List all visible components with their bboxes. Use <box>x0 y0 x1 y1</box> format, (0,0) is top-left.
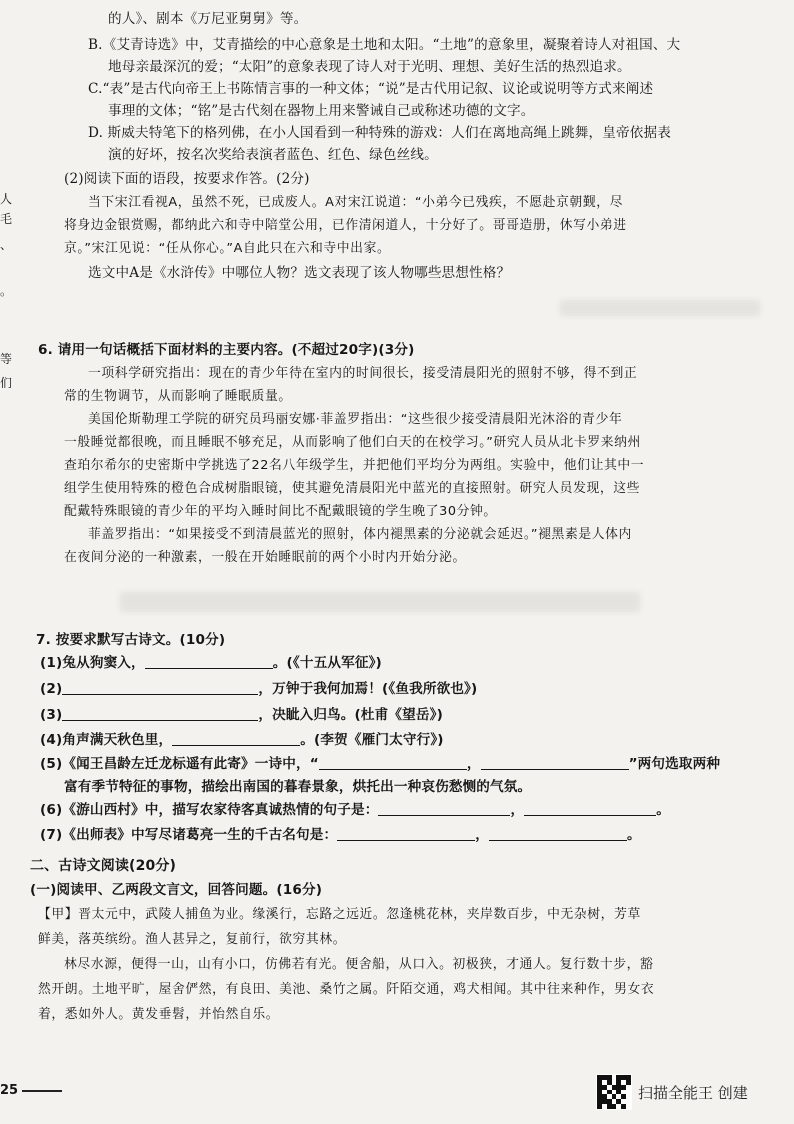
fill-q4 <box>40 731 444 749</box>
text-line: 二、古诗文阅读(20分) <box>30 858 177 874</box>
margin-char-1: 人 <box>0 192 13 206</box>
answer-blank[interactable] <box>62 680 258 695</box>
answer-blank[interactable] <box>481 755 629 770</box>
text-line: 将身边金银赏赐，都纳此六和寺中陪堂公用，已作清闲道人，十分好了。哥哥造册，休写小弟进 <box>64 218 627 233</box>
fill-q1-pre: (1)兔从狗窦入， <box>40 655 145 671</box>
fill-q6-mid: ， <box>510 802 525 818</box>
scanner-label: 扫描全能王 创建 <box>638 1083 748 1102</box>
page-number: 25 <box>0 1083 19 1098</box>
text-line: 7. 按要求默写古诗文。(10分) <box>36 632 226 648</box>
text-line: 【甲】晋太元中，武陵人捕鱼为业。缘溪行，忘路之远近。忽逢桃花林，夹岸数百步，中无杂树，芳草 <box>38 907 641 922</box>
fill-q5-post: ”两句选取两种 <box>628 756 721 772</box>
margin-char-2: 毛 <box>0 212 13 226</box>
fill-q1 <box>40 654 382 672</box>
text-line: (一)阅读甲、乙两段文言文，回答问题。(16分) <box>30 882 323 898</box>
text-line: 美国伦斯勒理工学院的研究员玛丽安娜·菲盖罗指出：“这些很少接受清晨阳光沐浴的青少年 <box>88 412 623 427</box>
text-line: D. 斯威夫特笔下的格列佛，在小人国看到一种特殊的游戏：人们在离地高绳上跳舞，皇帝依据表 <box>88 125 671 141</box>
text-line: 林尽水源，便得一山，山有小口，仿佛若有光。便舍船，从口入。初极狭，才通人。复行数十步，豁 <box>64 957 654 972</box>
text-line: 演的好坏，按名次奖给表演者蓝色、红色、绿色丝线。 <box>108 147 438 163</box>
text-line: 着，悉如外人。黄发垂髫，并怡然自乐。 <box>38 1007 280 1022</box>
fill-q4-post: 。(李贺《雁门太守行》) <box>300 732 444 748</box>
text-line: 事理的文体；“铭”是古代刻在器物上用来警诫自己或称述功德的文字。 <box>108 103 535 119</box>
answer-blank[interactable] <box>145 654 273 669</box>
fill-q5-mid: ， <box>466 756 481 772</box>
fill-q6-pre: (6)《游山西村》中，描写农家待客真诚热情的句子是： <box>40 802 379 818</box>
fill-q6 <box>40 801 670 819</box>
text-line: 组学生使用特殊的橙色合成树脂眼镜，使其避免清晨阳光中蓝光的直接照射。研究人员发现，这些 <box>64 481 641 496</box>
text-line: 6. 请用一句话概括下面材料的主要内容。(不超过20字)(3分) <box>38 342 415 358</box>
margin-char-3: 、 <box>0 238 13 252</box>
margin-char-5: 等 <box>0 352 13 366</box>
answer-blank[interactable] <box>319 755 467 770</box>
scan-smudge <box>120 592 640 612</box>
fill-q2-pre: (2) <box>40 681 63 697</box>
fill-q7 <box>40 826 641 844</box>
text-line: 选文中A是《水浒传》中哪位人物？选文表现了该人物哪些思想性格？ <box>88 265 511 281</box>
fill-q3-post: ，决眦入归鸟。(杜甫《望岳》) <box>258 707 443 723</box>
text-line: 当下宋江看视A，虽然不死，已成废人。A对宋江说道：“小弟今已残疾，不愿赴京朝觐，尽 <box>88 195 624 210</box>
fill-q5-pre: (5)《闻王昌龄左迁龙标遥有此寄》一诗中，“ <box>40 756 319 772</box>
scanner-watermark <box>596 1074 748 1110</box>
fill-q3-pre: (3) <box>40 707 63 723</box>
answer-blank[interactable] <box>489 826 627 841</box>
margin-char-4: 。 <box>0 284 13 298</box>
text-line: 查珀尔希尔的史密斯中学挑选了22名八年级学生，并把他们平均分为两组。实验中，他们让其中一 <box>64 458 645 473</box>
fill-q2-post: ，万钟于我何加焉！(《鱼我所欲也》) <box>258 681 478 697</box>
text-line: 配戴特殊眼镜的青少年的平均入睡时间比不配戴眼镜的学生晚了30分钟。 <box>64 504 497 519</box>
answer-blank[interactable] <box>524 801 656 816</box>
answer-blank[interactable] <box>62 706 258 721</box>
text-line: 京。”宋江见说：“任从你心。”A自此只在六和寺中出家。 <box>64 241 391 256</box>
fill-q4-pre: (4)角声满天秋色里， <box>40 732 173 748</box>
fill-q7-mid: ， <box>475 827 489 843</box>
text-line: 常的生物调节，从而影响了睡眠质量。 <box>64 389 292 404</box>
answer-blank[interactable] <box>172 731 300 746</box>
fill-q2 <box>40 680 477 698</box>
text-line: 一项科学研究指出：现在的青少年待在室内的时间很长，接受清晨阳光的照射不够，得不到正 <box>88 366 638 381</box>
fill-q5 <box>40 755 720 773</box>
margin-char-6: 们 <box>0 376 13 390</box>
text-line: 富有季节特征的事物，描绘出南国的暮春景象，烘托出一种哀伤愁恻的气氛。 <box>64 779 532 795</box>
text-line: 地母亲最深沉的爱；“太阳”的意象表现了诗人对于光明、理想、美好生活的热烈追求。 <box>108 59 631 75</box>
fill-q3 <box>40 706 443 724</box>
text-line: 的人》、剧本《万尼亚舅舅》等。 <box>108 11 308 27</box>
scan-smudge <box>560 300 760 316</box>
fill-q7-pre: (7)《出师表》中写尽诸葛亮一生的千古名句是： <box>40 827 338 843</box>
fill-q7-post: 。 <box>626 827 641 843</box>
text-line: 一般睡觉都很晚，而且睡眠不够充足，从而影响了他们白天的在校学习。”研究人员从北卡罗来纳州 <box>64 435 641 450</box>
text-line: 鲜美，落英缤纷。渔人甚异之，复前行，欲穷其林。 <box>38 932 347 947</box>
page-number-rule <box>22 1090 62 1092</box>
answer-blank[interactable] <box>378 801 510 816</box>
text-line: C.“表”是古代向帝王上书陈情言事的一种文体；“说”是古代用记叙、议论或说明等方式来阐述 <box>88 81 654 97</box>
fill-q6-post: 。 <box>656 802 670 818</box>
text-line: 菲盖罗指出：“如果接受不到清晨蓝光的照射，体内褪黑素的分泌就会延迟。”褪黑素是人体内 <box>88 527 632 542</box>
fill-q1-post: 。(《十五从军征》) <box>272 655 382 671</box>
text-line: B.《艾青诗选》中，艾青描绘的中心意象是土地和太阳。“土地”的意象里，凝聚着诗人对祖国、大 <box>88 37 681 53</box>
answer-blank[interactable] <box>337 826 475 841</box>
text-line: 然开朗。土地平旷，屋舍俨然，有良田、美池、桑竹之属。阡陌交通，鸡犬相闻。其中往来种作，男女衣 <box>38 982 655 997</box>
text-line: 在夜间分泌的一种激素，一般在开始睡眠前的两个小时内开始分泌。 <box>64 550 466 565</box>
qr-code-icon <box>596 1074 632 1110</box>
text-line: (2)阅读下面的语段，按要求作答。(2分) <box>64 171 310 187</box>
